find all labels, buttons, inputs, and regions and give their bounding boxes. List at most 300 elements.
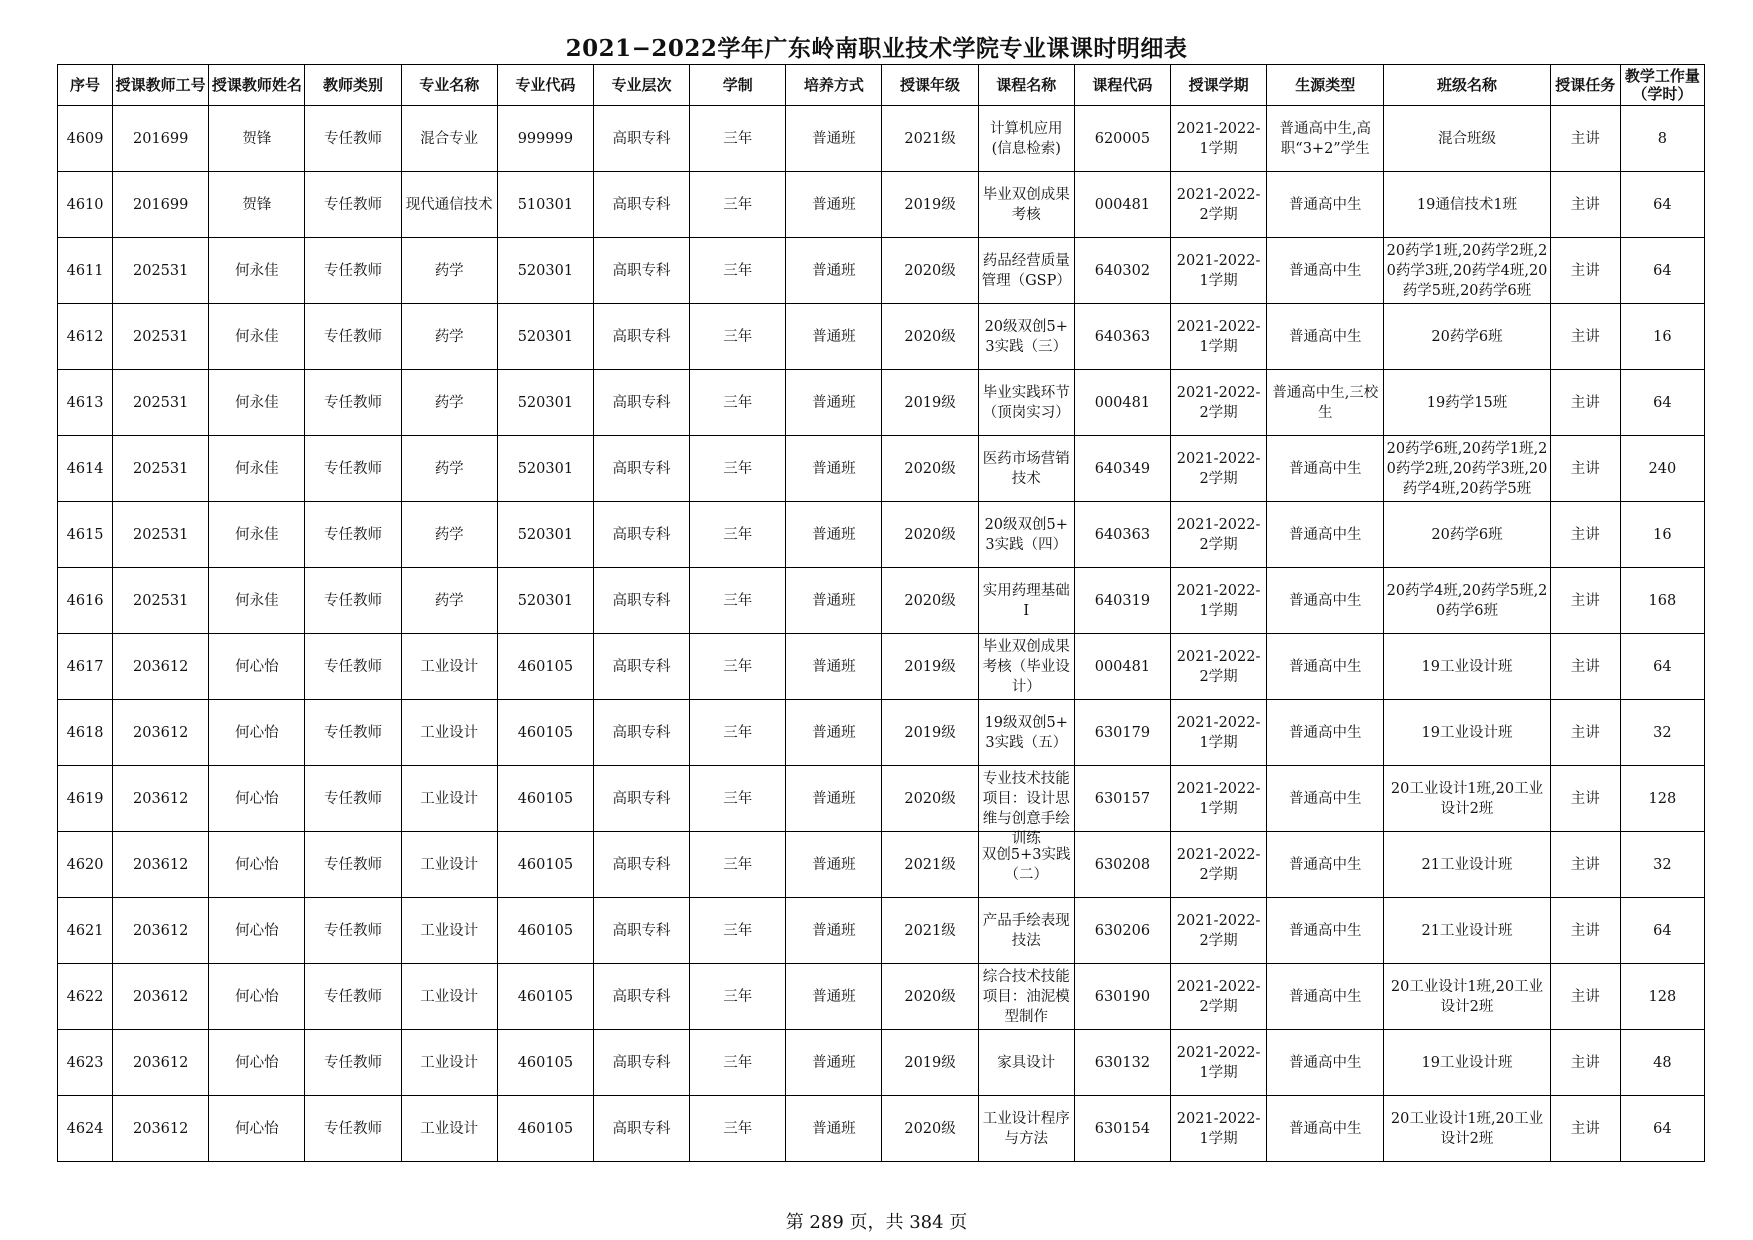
cell-text: 460105 (517, 658, 574, 675)
cell-text: 128 (1648, 790, 1677, 807)
table-cell (497, 370, 593, 436)
cell-text: 640349 (1094, 460, 1151, 477)
cell-text: 混合专业 (420, 130, 479, 147)
cell-text: 510301 (517, 196, 574, 213)
cell-text: 203612 (133, 1054, 189, 1071)
table-cell (113, 898, 209, 964)
table-cell (113, 436, 209, 502)
table-cell (1170, 502, 1266, 568)
cell-text: 高职专科 (612, 394, 671, 411)
cell-text: 何永佳 (235, 394, 279, 411)
cell-text: 16 (1653, 526, 1672, 543)
table-cell (209, 634, 305, 700)
cell-text: 普通班 (812, 328, 856, 345)
column-header: 序号 (58, 65, 113, 106)
table-cell (593, 370, 689, 436)
cell-text: 21工业设计班 (1421, 856, 1513, 873)
table-cell (209, 898, 305, 964)
table-cell (1170, 238, 1266, 304)
cell-text: 20药学6班 (1431, 526, 1503, 543)
table-cell (786, 766, 882, 832)
table-cell (786, 370, 882, 436)
table-row (58, 634, 1705, 700)
table-cell (1170, 172, 1266, 238)
cell-text: 专任教师 (324, 988, 383, 1005)
table-cell (690, 436, 786, 502)
cell-text: 普通高中生 (1289, 526, 1362, 543)
table-cell (978, 106, 1074, 172)
table-cell (1267, 238, 1384, 304)
cell-text: 普通高中生 (1289, 262, 1362, 279)
cell-text: 21工业设计班 (1421, 922, 1513, 939)
cell-text: 64 (1653, 658, 1672, 675)
cell-text: 工业设计程序与方法 (982, 1110, 1070, 1147)
cell-text: 高职专科 (612, 658, 671, 675)
table-cell (497, 304, 593, 370)
table-cell (401, 238, 497, 304)
table-row (58, 568, 1705, 634)
cell-text: 4618 (66, 724, 104, 741)
cell-text: 20级双创5+3实践（三） (984, 318, 1068, 355)
table-cell (786, 238, 882, 304)
table-cell (1074, 238, 1170, 304)
table-row (58, 304, 1705, 370)
table-cell (1384, 370, 1550, 436)
table-cell (209, 832, 305, 898)
cell-text: 2021-2022-1学期 (1176, 252, 1261, 289)
cell-text: 高职专科 (612, 1120, 671, 1137)
cell-text: 何永佳 (235, 592, 279, 609)
table-cell (1170, 568, 1266, 634)
cell-text: 何心怡 (235, 1120, 279, 1137)
table-cell (113, 172, 209, 238)
column-header: 授课任务 (1550, 65, 1620, 106)
table-cell (209, 304, 305, 370)
table-cell (1620, 634, 1704, 700)
cell-text: 何心怡 (235, 724, 279, 741)
cell-text: 2021-2022-1学期 (1176, 318, 1261, 355)
table-cell (401, 502, 497, 568)
table-cell (1620, 502, 1704, 568)
table-cell (497, 568, 593, 634)
table-row (58, 832, 1705, 898)
table-cell (1550, 1096, 1620, 1162)
table-cell (1267, 568, 1384, 634)
cell-text: 4617 (66, 658, 104, 675)
table-cell (1267, 898, 1384, 964)
table-cell (786, 502, 882, 568)
table-cell (786, 436, 882, 502)
cell-text: 专任教师 (324, 262, 383, 279)
table-cell (1267, 766, 1384, 832)
cell-text: 高职专科 (612, 592, 671, 609)
table-cell (305, 436, 401, 502)
cell-text: 专任教师 (324, 526, 383, 543)
cell-text: 何永佳 (235, 262, 279, 279)
table-cell (1170, 898, 1266, 964)
table-cell (209, 700, 305, 766)
cell-text: 2020级 (904, 988, 956, 1005)
cell-text: 19工业设计班 (1421, 724, 1513, 741)
table-cell (1620, 172, 1704, 238)
table-cell (690, 172, 786, 238)
cell-text: 何永佳 (235, 526, 279, 543)
table-cell (690, 766, 786, 832)
cell-text: 药品经营质量管理（GSP） (981, 252, 1071, 289)
cell-text: 520301 (517, 460, 574, 477)
cell-text: 640363 (1094, 526, 1151, 543)
table-cell (305, 898, 401, 964)
table-cell (1620, 436, 1704, 502)
cell-text: 主讲 (1570, 790, 1600, 807)
cell-text: 三年 (723, 658, 753, 675)
cell-text: 三年 (723, 790, 753, 807)
cell-text: 工业设计 (420, 790, 479, 807)
cell-text: 工业设计 (420, 856, 479, 873)
table-cell (113, 1030, 209, 1096)
column-header: 专业层次 (593, 65, 689, 106)
table-cell (690, 898, 786, 964)
cell-text: 何心怡 (235, 988, 279, 1005)
table-cell (593, 1030, 689, 1096)
table-cell (1170, 766, 1266, 832)
cell-text: 20药学1班,20药学2班,20药学3班,20药学4班,20药学5班,20药学6班 (1386, 242, 1548, 299)
table-cell (1074, 766, 1170, 832)
table-cell (978, 238, 1074, 304)
cell-text: 202531 (133, 592, 189, 609)
cell-text: 普通班 (812, 262, 856, 279)
table-cell (1074, 1096, 1170, 1162)
cell-text: 普通高中生 (1289, 790, 1362, 807)
table-row (58, 106, 1705, 172)
cell-text: 何心怡 (235, 658, 279, 675)
table-cell (1267, 106, 1384, 172)
table-cell (401, 832, 497, 898)
table-cell (1620, 304, 1704, 370)
table-cell (1384, 832, 1550, 898)
cell-text: 普通高中生 (1289, 856, 1362, 873)
cell-text: 4610 (66, 196, 104, 213)
cell-text: 普通班 (812, 856, 856, 873)
cell-text: 普通班 (812, 196, 856, 213)
table-cell (1550, 436, 1620, 502)
cell-text: 专任教师 (324, 922, 383, 939)
table-cell (882, 700, 978, 766)
cell-text: 2021-2022-2学期 (1176, 846, 1261, 883)
table-cell (882, 304, 978, 370)
cell-text: 三年 (723, 262, 753, 279)
cell-text: 普通班 (812, 922, 856, 939)
cell-text: 460105 (517, 790, 574, 807)
table-cell (58, 238, 113, 304)
table-row (58, 766, 1705, 832)
cell-text: 64 (1653, 922, 1672, 939)
cell-text: 4611 (66, 262, 104, 279)
table-cell (401, 436, 497, 502)
table-cell (113, 700, 209, 766)
table-cell (1074, 832, 1170, 898)
table-cell (1384, 502, 1550, 568)
table-cell (305, 502, 401, 568)
table-cell (1267, 1096, 1384, 1162)
table-cell (593, 238, 689, 304)
table-cell (593, 502, 689, 568)
cell-text: 主讲 (1570, 1054, 1600, 1071)
table-cell (978, 1030, 1074, 1096)
cell-text: 普通班 (812, 394, 856, 411)
table-cell (593, 634, 689, 700)
cell-text: 三年 (723, 988, 753, 1005)
table-cell (1550, 700, 1620, 766)
table-cell (978, 1096, 1074, 1162)
cell-text: 202531 (133, 394, 189, 411)
table-cell (209, 766, 305, 832)
table-cell (209, 238, 305, 304)
table-cell (1074, 436, 1170, 502)
table-cell (1384, 568, 1550, 634)
cell-text: 4616 (66, 592, 104, 609)
table-cell (690, 106, 786, 172)
table-cell (882, 832, 978, 898)
cell-text: 460105 (517, 1054, 574, 1071)
cell-text: 999999 (517, 130, 574, 147)
cell-text: 何永佳 (235, 328, 279, 345)
table-cell (58, 898, 113, 964)
table-row (58, 370, 1705, 436)
table-cell (1620, 1096, 1704, 1162)
cell-text: 630132 (1094, 1054, 1151, 1071)
table-cell (1620, 832, 1704, 898)
table-cell (690, 568, 786, 634)
column-header: 生源类型 (1267, 65, 1384, 106)
table-row (58, 1096, 1705, 1162)
table-cell (497, 700, 593, 766)
page-title: 2021−2022学年广东岭南职业技术学院专业课课时明细表 (565, 35, 1188, 62)
table-cell (593, 700, 689, 766)
cell-text: 何心怡 (235, 790, 279, 807)
table-cell (497, 1030, 593, 1096)
cell-text: 4622 (66, 988, 104, 1005)
table-cell (1384, 304, 1550, 370)
table-row (58, 238, 1705, 304)
cell-text: 201699 (133, 130, 189, 147)
cell-text: 贺锋 (242, 196, 272, 213)
table-cell (58, 700, 113, 766)
cell-text: 2021级 (904, 922, 956, 939)
table-cell (1074, 106, 1170, 172)
table-row (58, 172, 1705, 238)
table-cell (882, 502, 978, 568)
cell-text: 640363 (1094, 328, 1151, 345)
cell-text: 64 (1653, 196, 1672, 213)
cell-text: 专任教师 (324, 130, 383, 147)
table-cell (1620, 766, 1704, 832)
cell-text: 何心怡 (235, 856, 279, 873)
table-cell (690, 502, 786, 568)
cell-text: 4609 (66, 130, 104, 147)
table-cell (305, 1096, 401, 1162)
cell-text: 普通高中生 (1289, 592, 1362, 609)
cell-text: 主讲 (1570, 130, 1600, 147)
cell-text: 2020级 (904, 790, 956, 807)
column-header: 授课年级 (882, 65, 978, 106)
table-cell (978, 502, 1074, 568)
table-cell (497, 766, 593, 832)
cell-text: 460105 (517, 922, 574, 939)
cell-text: 2020级 (904, 1120, 956, 1137)
table-cell (497, 634, 593, 700)
cell-text: 2021-2022-2学期 (1176, 186, 1261, 223)
table-cell (1267, 172, 1384, 238)
table-cell (978, 766, 1074, 847)
table-cell (1384, 238, 1550, 304)
cell-text: 高职专科 (612, 1054, 671, 1071)
table-cell (1170, 832, 1266, 898)
cell-text: 普通高中生,三校生 (1272, 384, 1379, 421)
table-cell (690, 964, 786, 1030)
table-cell (786, 898, 882, 964)
cell-text: 2021-2022-2学期 (1176, 516, 1261, 553)
cell-text: 专任教师 (324, 1120, 383, 1137)
cell-text: 三年 (723, 328, 753, 345)
table-row (58, 700, 1705, 766)
table-cell (1550, 502, 1620, 568)
cell-text: 三年 (723, 1120, 753, 1137)
table-cell (1620, 238, 1704, 304)
cell-text: 专任教师 (324, 328, 383, 345)
table-cell (882, 106, 978, 172)
table-cell (1550, 304, 1620, 370)
cell-text: 640302 (1094, 262, 1151, 279)
cell-text: 高职专科 (612, 526, 671, 543)
table-cell (882, 634, 978, 700)
cell-text: 药学 (434, 460, 464, 477)
table-cell (882, 172, 978, 238)
cell-text: 贺锋 (242, 130, 272, 147)
cell-text: 普通高中生 (1289, 1054, 1362, 1071)
table-cell (1384, 766, 1550, 832)
cell-text: 专任教师 (324, 1054, 383, 1071)
cell-text: 2021-2022-1学期 (1176, 120, 1261, 157)
cell-text: 460105 (517, 988, 574, 1005)
cell-text: 普通高中生 (1289, 328, 1362, 345)
cell-text: 实用药理基础I (982, 582, 1070, 619)
table-cell (978, 700, 1074, 766)
cell-text: 普通班 (812, 790, 856, 807)
column-header: 班级名称 (1384, 65, 1550, 106)
cell-text: 毕业实践环节（顶岗实习） (982, 384, 1070, 421)
cell-text: 2021-2022-1学期 (1176, 714, 1261, 751)
cell-text: 药学 (434, 592, 464, 609)
cell-text: 工业设计 (420, 1054, 479, 1071)
cell-text: 普通班 (812, 988, 856, 1005)
column-header: 课程名称 (978, 65, 1074, 106)
cell-text: 医药市场营销技术 (982, 450, 1070, 487)
cell-text: 药学 (434, 262, 464, 279)
cell-text: 2020级 (904, 328, 956, 345)
table-cell (978, 370, 1074, 436)
table-cell (401, 172, 497, 238)
table-cell (593, 172, 689, 238)
table-cell (58, 172, 113, 238)
cell-text: 高职专科 (612, 790, 671, 807)
table-cell (401, 304, 497, 370)
table-cell (401, 1030, 497, 1096)
cell-text: 000481 (1094, 658, 1151, 675)
table-cell (1550, 964, 1620, 1030)
table-cell (1620, 568, 1704, 634)
table-body (58, 106, 1705, 1162)
table-row (58, 898, 1705, 964)
cell-text: 64 (1653, 394, 1672, 411)
table-cell (497, 106, 593, 172)
cell-text: 2020级 (904, 460, 956, 477)
cell-text: 630157 (1094, 790, 1151, 807)
table-cell (58, 106, 113, 172)
table-cell (209, 172, 305, 238)
column-header: 教学工作量（学时） (1620, 65, 1704, 106)
table-cell (401, 106, 497, 172)
table-cell (978, 304, 1074, 370)
cell-text: 计算机应用(信息检索) (989, 120, 1063, 157)
table-cell (882, 898, 978, 964)
cell-text: 19通信技术1班 (1416, 196, 1518, 213)
cell-text: 普通高中生 (1289, 1120, 1362, 1137)
cell-text: 2019级 (904, 658, 956, 675)
table-cell (113, 1096, 209, 1162)
table-cell (305, 766, 401, 832)
table-cell (1550, 898, 1620, 964)
cell-text: 4623 (66, 1054, 104, 1071)
cell-text: 4620 (66, 856, 104, 873)
cell-text: 现代通信技术 (405, 196, 493, 213)
table-cell (1267, 370, 1384, 436)
cell-text: 202531 (133, 460, 189, 477)
table-cell (58, 832, 113, 898)
table-cell (690, 304, 786, 370)
cell-text: 药学 (434, 394, 464, 411)
table-cell (401, 766, 497, 832)
cell-text: 48 (1653, 1054, 1672, 1071)
cell-text: 2020级 (904, 592, 956, 609)
table-cell (113, 304, 209, 370)
cell-text: 520301 (517, 328, 574, 345)
table-cell (1074, 898, 1170, 964)
cell-text: 普通班 (812, 1054, 856, 1071)
cell-text: 何永佳 (235, 460, 279, 477)
cell-text: 普通高中生 (1289, 724, 1362, 741)
cell-text: 2021-2022-2学期 (1176, 384, 1261, 421)
cell-text: 专业技术技能项目：设计思维与创意手绘训练 (982, 770, 1070, 847)
table-cell (978, 898, 1074, 964)
table-cell (1074, 634, 1170, 700)
cell-text: 普通高中生 (1289, 460, 1362, 477)
table-cell (497, 964, 593, 1030)
table-cell (113, 502, 209, 568)
table-cell (58, 1030, 113, 1096)
cell-text: 高职专科 (612, 328, 671, 345)
cell-text: 64 (1653, 262, 1672, 279)
cell-text: 何心怡 (235, 922, 279, 939)
cell-text: 主讲 (1570, 1120, 1600, 1137)
table-cell (209, 1030, 305, 1096)
cell-text: 128 (1648, 988, 1677, 1005)
cell-text: 4612 (66, 328, 104, 345)
table-cell (497, 172, 593, 238)
cell-text: 专任教师 (324, 196, 383, 213)
cell-text: 高职专科 (612, 130, 671, 147)
table-cell (305, 106, 401, 172)
